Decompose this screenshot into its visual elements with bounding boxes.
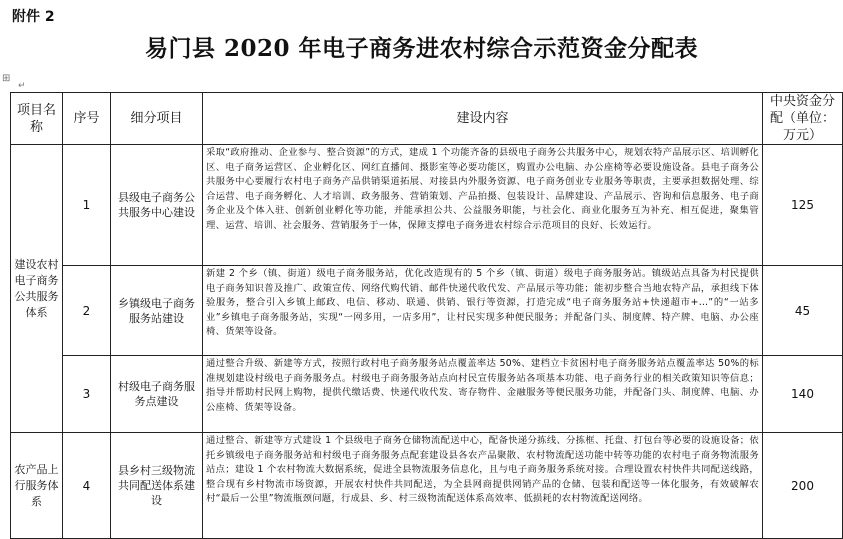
header-content: 建设内容: [203, 93, 763, 145]
content-cell: 新建 2 个乡（镇、街道）级电子商务服务站，优化改造现有的 5 个乡（镇、街道）级电子商务服务站。镇级站点具备为村民提供电子商务知识普及推广、政策宣传、网络代购代销、邮件快递代收代发、产品展示等功能；能初步整合当地农特产品，承担线下体验服务，整合引入乡镇上邮政、电信、移动、联通、供销、银行等资源，打造完成“电子商务服务站+快递超市+…”的“一站多业”乡镇电子商务服务站，实现“一网多用，一店多用”，让村民实现多种便民服务；并配备门头、制度牌、特产牌、电脑、办公座椅、货架等设备。: [203, 266, 763, 356]
paragraph-mark: ⊞: [2, 73, 11, 84]
item-cell: 县乡村三级物流共同配送体系建设: [111, 433, 203, 539]
row-index: 2: [63, 266, 111, 356]
fund-allocation-table: [10, 92, 843, 539]
row-index: 4: [63, 433, 111, 539]
content-cell: 通过整合升级、新建等方式，按照行政村电子商务服务站点覆盖率达 50%、建档立卡贫困村电子商务服务站点覆盖率达 50%的标准规划建设村级电子商务服务点。村级电子商务服务站点向村民宣传服务站各项基本功能、电子商务行业的相关政策知识等信息；指导并帮助村民网上购物，提供代缴话费、快递代收代发、寄存物件、金融服务等便民服务功能，并配备门头、制度牌、电脑、办公座椅、货架等设备。: [203, 356, 763, 433]
header-index: 序号: [63, 93, 111, 145]
fund-cell: 45: [763, 266, 843, 356]
fund-cell: 200: [763, 433, 843, 539]
header-item: 细分项目: [111, 93, 203, 145]
fund-cell: 140: [763, 356, 843, 433]
fund-cell: 125: [763, 145, 843, 266]
attachment-label: 附件 2: [12, 9, 55, 25]
category-cell: 建设农村电子商务公共服务体系: [11, 145, 63, 433]
content-cell: 采取“政府推动、企业参与、整合资源”的方式，建成 1 个功能齐备的县级电子商务公共服务中心，规划农特产品展示区、培训孵化区、电子商务运营区、企业孵化区、网红直播间、摄影室等必要功能区，购置办公电脑、办公座椅等必要设施设备。县电子商务公共服务中心要履行农村电子商务产品供销渠道拓展、对接县内外服务资源、电子商务创业专业服务等职责，主要承担数据处理、综合运营、电子商务孵化、人才培训、政务服务、营销策划、产品拍摄、包装设计、品牌建设、产品展示、咨询和信息服务、电子商务企业及个体入驻、创新创业孵化等功能，并能承担公共、公益服务职能，与社会化、商业化服务互为补充、相互促进，聚集管理、运营、培训、社会服务、营销服务于一体，保障支撑电子商务进农村综合示范项目的良好、长效运行。: [203, 145, 763, 266]
table-row: [11, 145, 843, 266]
table-row: [11, 356, 843, 433]
table-row: [11, 433, 843, 539]
table-row: [11, 266, 843, 356]
paragraph-mark: ↵: [18, 81, 26, 91]
row-index: 3: [63, 356, 111, 433]
item-cell: 乡镇级电子商务服务站建设: [111, 266, 203, 356]
row-index: 1: [63, 145, 111, 266]
content-cell: 通过整合、新建等方式建设 1 个县级电子商务仓储物流配送中心，配备快递分拣线、分拣框、托盘、打包台等必要的设施设备；依托乡镇级电子商务服务站和村级电子商务服务点配套建设县各农产品聚散、农村物流配送功能中转等功能的农村电子商务物流服务站点；建设 1 个农村物流大数据系统，促进全县物流服务信息化，且与电子商务服务系统对接。合理设置农村快件共同配送线路，整合现有乡村物流市场资源，开展农村快件共同配送，为全县网商提供网销产品的仓储、包装和配送等一体化服务，有效破解农村“最后一公里”物流瓶颈问题，行成县、乡、村三级物流配送体系高效率、低损耗的农村物流配送网络。: [203, 433, 763, 539]
header-category: 项目名称: [11, 93, 63, 145]
table-header-row: [11, 93, 843, 145]
item-cell: 县级电子商务公共服务中心建设: [111, 145, 203, 266]
item-cell: 村级电子商务服务点建设: [111, 356, 203, 433]
header-fund: 中央资金分配（单位：万元）: [763, 93, 843, 145]
category-cell: 农产品上行服务体系: [11, 433, 63, 539]
page-title: 易门县 2020 年电子商务进农村综合示范资金分配表: [144, 35, 699, 62]
